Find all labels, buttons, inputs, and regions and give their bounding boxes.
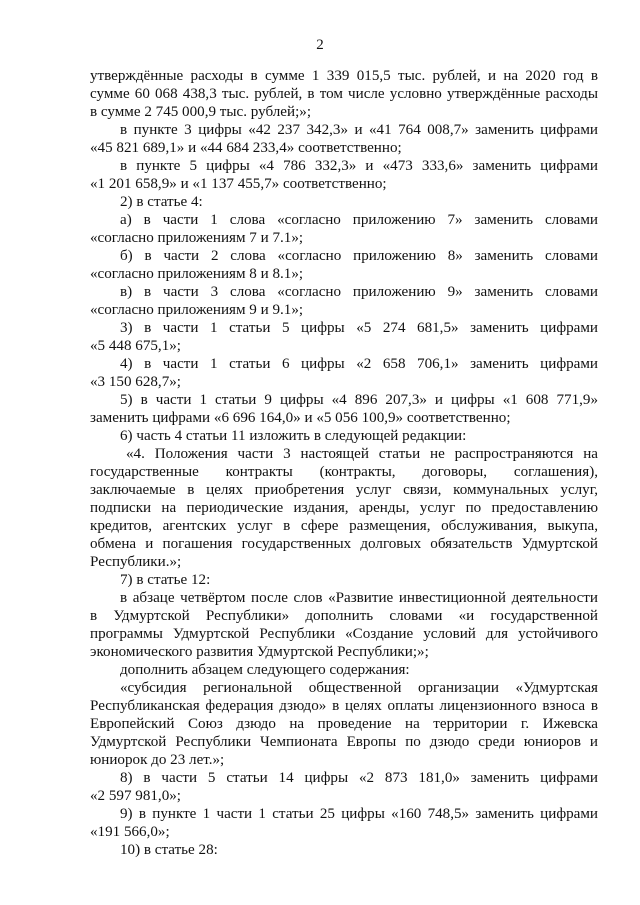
text-line: программы Удмуртской Республики «Создание условий для устойчивого: [90, 626, 598, 642]
text-line: 10) в статье 28:: [120, 842, 218, 858]
text-line: сумме 60 068 438,3 тыс. рублей, в том числе условно утверждённые расходы: [90, 86, 598, 102]
text-line: «1 201 658,9» и «1 137 455,7» соответственно;: [90, 176, 387, 192]
text-line: государственные контракты (контракты, договоры, соглашения),: [90, 464, 598, 480]
text-line: экономического развития Удмуртской Республики;»;: [90, 644, 429, 660]
text-line: 7) в статье 12:: [120, 572, 211, 588]
text-line: заменить цифрами «6 696 164,0» и «5 056 100,9» соответственно;: [90, 410, 511, 426]
text-line: «согласно приложениям 9 и 9.1»;: [90, 302, 304, 318]
text-line: в абзаце четвёртом после слов «Развитие инвестиционной деятельности: [120, 590, 598, 606]
text-line: 4) в части 1 статьи 6 цифры «2 658 706,1» заменить цифрами: [120, 356, 598, 372]
text-line: юниорок до 23 лет.»;: [90, 752, 225, 768]
text-line: «согласно приложениям 8 и 8.1»;: [90, 266, 304, 282]
text-line: кредитов, агентских услуг в сфере размещения, обслуживания, выкупа,: [90, 518, 598, 534]
text-line: подписки на периодические издания, аренды, услуг по предоставлению: [90, 500, 598, 516]
text-line: Республики.»;: [90, 554, 182, 570]
text-line: 5) в части 1 статьи 9 цифры «4 896 207,3» и цифры «1 608 771,9»: [120, 392, 598, 408]
text-line: «3 150 628,7»;: [90, 374, 181, 390]
text-line: дополнить абзацем следующего содержания:: [120, 662, 410, 678]
text-line: в сумме 2 745 000,9 тыс. рублей;»;: [90, 104, 312, 120]
text-line: Европейский Союз дзюдо на проведение на территории г. Ижевска: [90, 716, 598, 732]
document-body: [90, 67, 598, 859]
text-line: утверждённые расходы в сумме 1 339 015,5 тыс. рублей, и на 2020 год в: [90, 68, 598, 84]
text-line: в пункте 5 цифры «4 786 332,3» и «473 333,6» заменить цифрами: [120, 158, 598, 174]
text-line: 2) в статье 4:: [120, 194, 203, 210]
text-line: «45 821 689,1» и «44 684 233,4» соответственно;: [90, 140, 402, 156]
text-line: 8) в части 5 статьи 14 цифры «2 873 181,0» заменить цифрами: [120, 770, 598, 786]
text-line: 9) в пункте 1 части 1 статьи 25 цифры «160 748,5» заменить цифрами: [120, 806, 598, 822]
text-line: «5 448 675,1»;: [90, 338, 181, 354]
text-line: Республиканская федерация дзюдо» в целях оплаты лицензионного взноса в: [90, 698, 598, 714]
text-line: 6) часть 4 статьи 11 изложить в следующей редакции:: [120, 428, 467, 444]
text-line: обмена и погашения государственных долговых обязательств Удмуртской: [90, 536, 598, 552]
text-line: заключаемые в целях приобретения услуг связи, коммунальных услуг,: [90, 482, 598, 498]
text-line: «субсидия региональной общественной организации «Удмуртская: [120, 680, 598, 696]
text-line: 3) в части 1 статьи 5 цифры «5 274 681,5» заменить цифрами: [120, 320, 598, 336]
text-line: «4. Положения части 3 настоящей статьи не распространяются на: [126, 446, 598, 462]
text-line: «191 566,0»;: [90, 824, 170, 840]
text-line: в) в части 3 слова «согласно приложению 9» заменить словами: [120, 284, 598, 300]
page-number: 2: [316, 37, 324, 53]
text-line: «согласно приложениям 7 и 7.1»;: [90, 230, 304, 246]
text-line: б) в части 2 слова «согласно приложению 8» заменить словами: [120, 248, 598, 264]
text-line: Удмуртской Республики Чемпионата Европы по дзюдо среди юниоров и: [90, 734, 598, 750]
text-line: а) в части 1 слова «согласно приложению 7» заменить словами: [120, 212, 598, 228]
text-line: «2 597 981,0»;: [90, 788, 181, 804]
text-line: в пункте 3 цифры «42 237 342,3» и «41 764 008,7» заменить цифрами: [120, 122, 598, 138]
text-line: в Удмуртской Республики» дополнить словами «и государственной: [90, 608, 598, 624]
